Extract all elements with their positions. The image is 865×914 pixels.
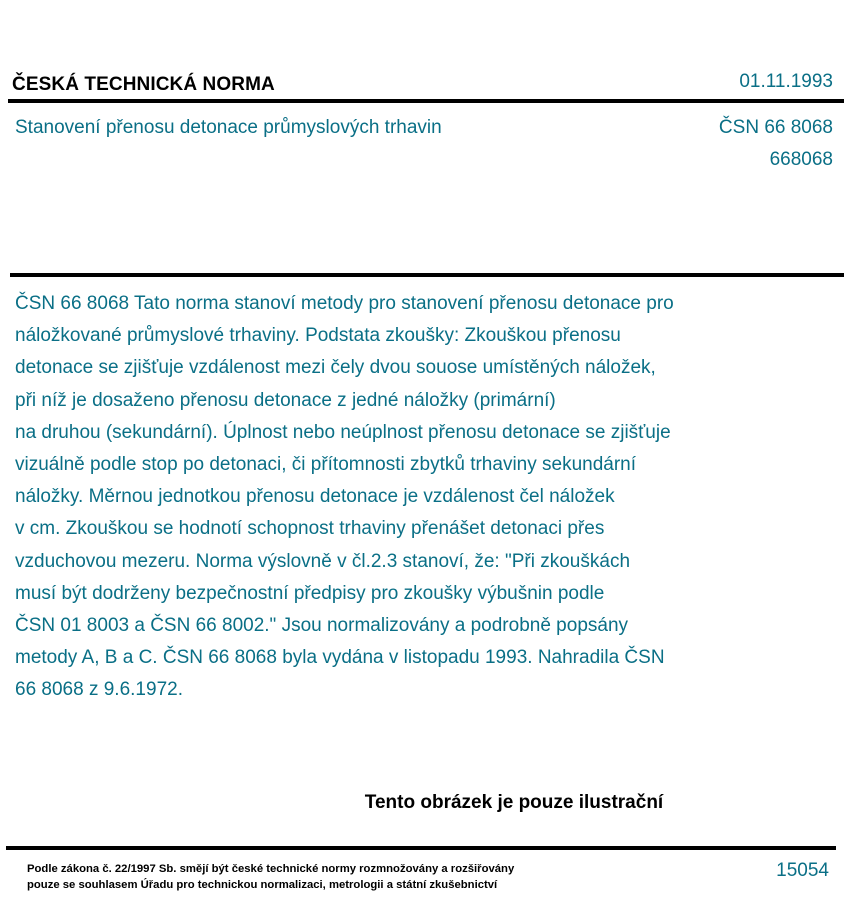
section-divider (10, 273, 844, 277)
abstract-text: ČSN 66 8068 Tato norma stanoví metody pro stanovení přenosu detonace pro náložkované průmyslové trhaviny. Podstata zkoušky: Zkouškou přenosu detonace se zjišťuje vzdálenost mezi čely dvou souose umístěných náložek, při níž je dosaženo přenosu detonace z jedné náložky (primární) na druhou (sekundární). Úplnost nebo neúplnost přenosu detonace se zjišťuje vizuálně podle stop po detonaci, či přítomnosti zbytků trhaviny sekundární náložky. Měrnou jednotkou přenosu detonace je vzdálenost čel náložek v cm. Zkouškou se hodnotí schopnost trhaviny přenášet detonaci přes vzduchovou mezeru. Norma výslovně v čl.2.3 stanoví, že: "Při zkouškách musí být dodrženy bezpečnostní předpisy pro zkoušky výbušnin podle ČSN 01 8003 a ČSN 66 8002." Jsou normalizovány a podrobně popsány metody A, B a C. ČSN 66 8068 byla vydána v listopadu 1993. Nahradila ČSN 66 8068 z 9.6.1972. (15, 293, 674, 701)
standard-code: ČSN 66 8068 (718, 117, 833, 138)
document-number: 15054 (776, 860, 829, 881)
catalog-number: 668068 (769, 149, 833, 170)
footer-divider (6, 846, 836, 850)
publication-date: 01.11.1993 (739, 71, 833, 92)
illustration-notice: Tento obrázek je pouze ilustrační (364, 792, 664, 813)
header-divider (8, 99, 844, 103)
standard-title: Stanovení přenosu detonace průmyslových trhavin (15, 117, 442, 138)
copyright-notice: Podle zákona č. 22/1997 Sb. smějí být české technické normy rozmnožovány a rozšiřovány pouze se souhlasem Úřadu pro technickou normalizaci, metrologii a státní zkušebnictví (27, 863, 515, 891)
document-type-title: ČESKÁ TECHNICKÁ NORMA (12, 74, 275, 95)
